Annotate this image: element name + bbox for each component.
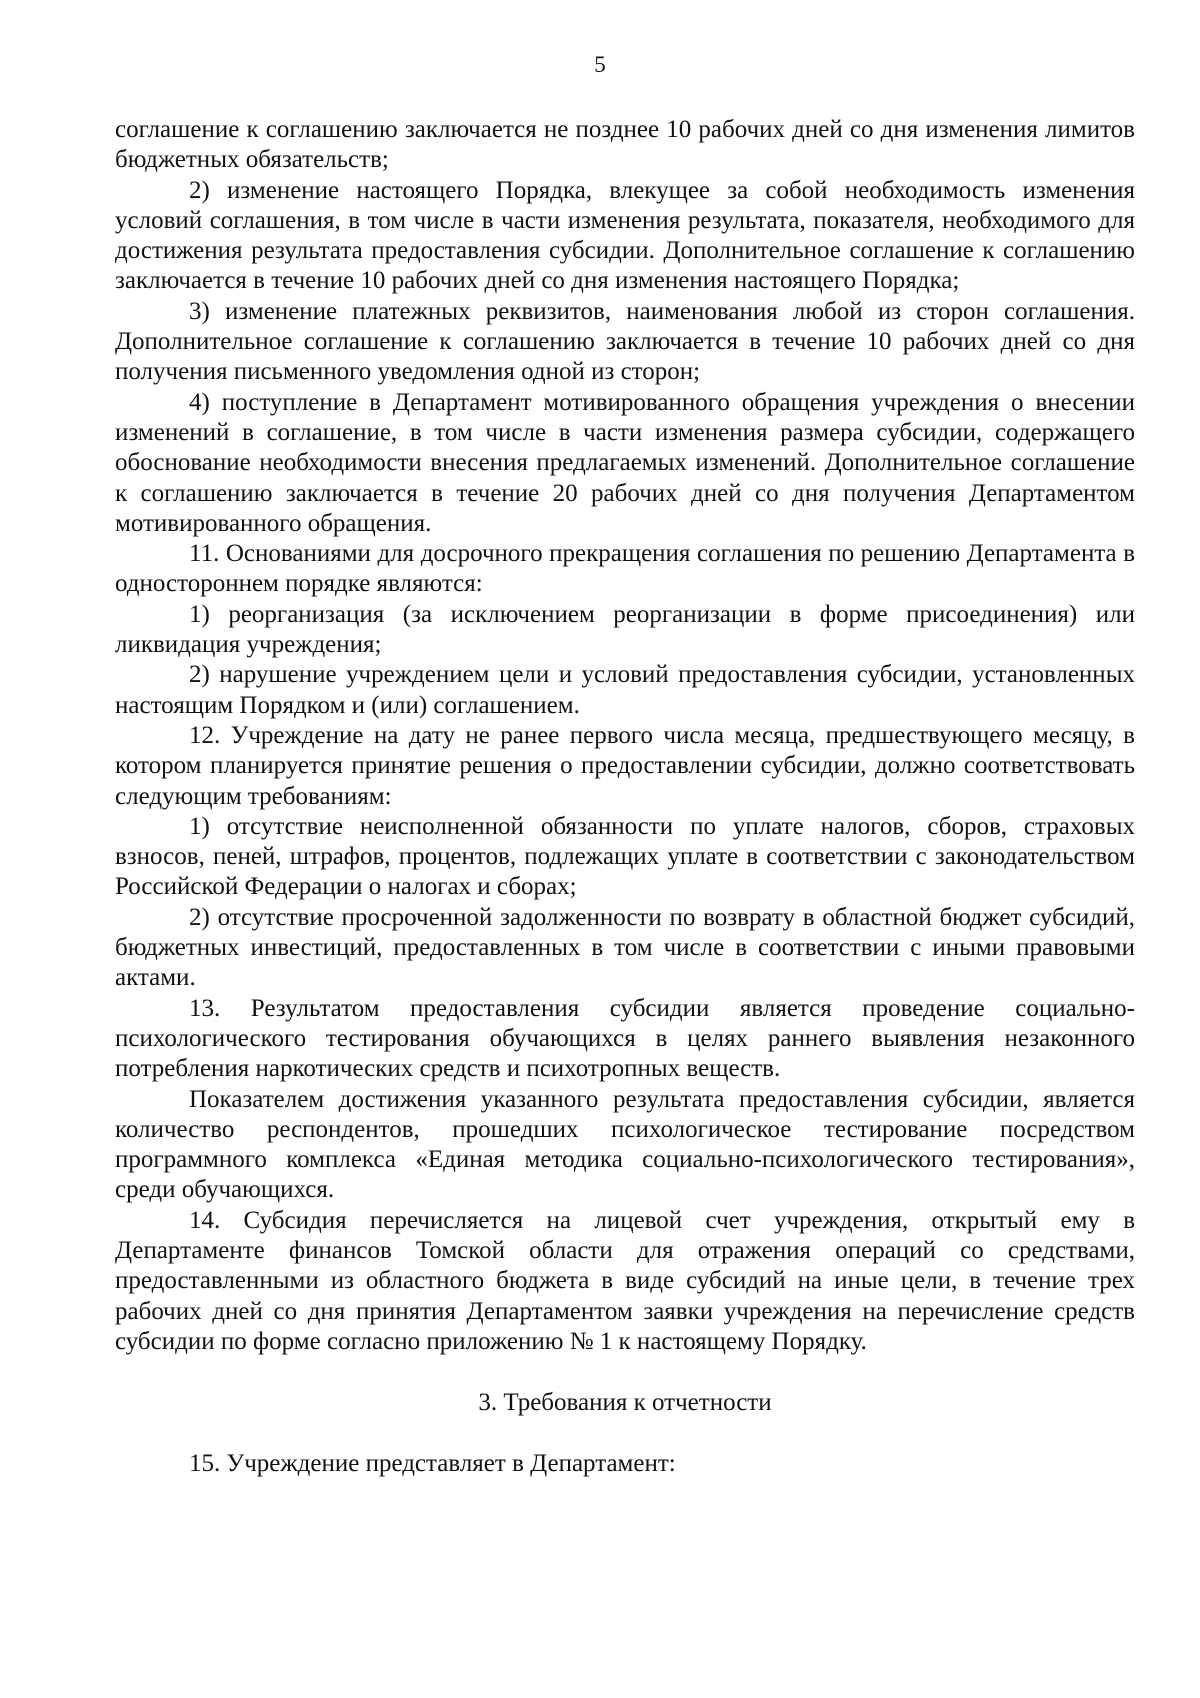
section-heading: 3. Требования к отчетности bbox=[478, 1389, 772, 1417]
paragraph-clause-11-item-1: 1) реорганизация (за исключением реорганизации в форме присоединения) или ликвидация учреждения; bbox=[115, 600, 1135, 659]
paragraph-clause-11-item-2: 2) нарушение учреждением цели и условий предоставления субсидии, установленных настоящим Порядком и (или) соглашением. bbox=[115, 661, 1135, 719]
paragraph-clause-13: 13. Результатом предоставления субсидии является проведение социально-психологического тестирования обучающихся в целях раннего выявления незаконного потребления наркотических средств и психотропных веществ. bbox=[115, 994, 1135, 1083]
paragraph-continuation: соглашение к соглашению заключается не позднее 10 рабочих дней со дня изменения лимитов бюджетных обязательств; bbox=[115, 116, 1135, 174]
paragraph-clause-15: 15. Учреждение представляет в Департамент: bbox=[189, 1450, 676, 1478]
paragraph-clause-12-item-1: 1) отсутствие неисполненной обязанности по уплате налогов, сборов, страховых взносов, пеней, штрафов, процентов, подлежащих уплате в соответствии с законодательством Российской Федерации о налогах и сборах; bbox=[115, 812, 1135, 901]
document-body bbox=[115, 115, 1135, 1480]
paragraph-clause-11: 11. Основаниями для досрочного прекращения соглашения по решению Департамента в одностороннем порядке являются: bbox=[115, 540, 1135, 598]
paragraph-clause-12: 12. Учреждение на дату не ранее первого числа месяца, предшествующего месяцу, в котором планируется принятие решения о предоставлении субсидии, должно соответствовать следующим требованиям: bbox=[115, 721, 1135, 810]
paragraph-item-3: 3) изменение платежных реквизитов, наименования любой из сторон соглашения. Дополнительное соглашение к соглашению заключается в течение 10 рабочих дней со дня получения письменного уведомления одной из сторон; bbox=[115, 297, 1135, 386]
page-number: 5 bbox=[594, 52, 606, 77]
paragraph-clause-12-item-2: 2) отсутствие просроченной задолженности по возврату в областной бюджет субсидий, бюджетных инвестиций, предоставленных в том числе в соответствии с иными правовыми актами. bbox=[115, 903, 1135, 992]
paragraph-clause-14: 14. Субсидия перечисляется на лицевой счет учреждения, открытый ему в Департаменте финансов Томской области для отражения операций со средствами, предоставленными из областного бюджета в виде субсидий на иные цели, в течение трех рабочих дней со дня принятия Департаментом заявки учреждения на перечисление средств субсидии по форме согласно приложению № 1 к настоящему Порядку. bbox=[115, 1206, 1135, 1355]
paragraph-clause-13-indicator: Показателем достижения указанного результата предоставления субсидии, является количество респондентов, прошедших психологическое тестирование посредством программного комплекса «Единая методика социально-психологического тестирования», среди обучающихся. bbox=[115, 1085, 1135, 1204]
paragraph-item-4: 4) поступление в Департамент мотивированного обращения учреждения о внесении изменений в соглашение, в том числе в части изменения размера субсидии, содержащего обоснование необходимости внесения предлагаемых изменений. Дополнительное соглашение к соглашению заключается в течение 20 рабочих дней со дня получения Департаментом мотивированного обращения. bbox=[115, 388, 1135, 537]
paragraph-item-2: 2) изменение настоящего Порядка, влекущее за собой необходимость изменения условий соглашения, в том числе в части изменения результата, показателя, необходимого для достижения результата предоставления субсидии. Дополнительное соглашение к соглашению заключается в течение 10 рабочих дней со дня изменения настоящего Порядка; bbox=[115, 176, 1135, 295]
